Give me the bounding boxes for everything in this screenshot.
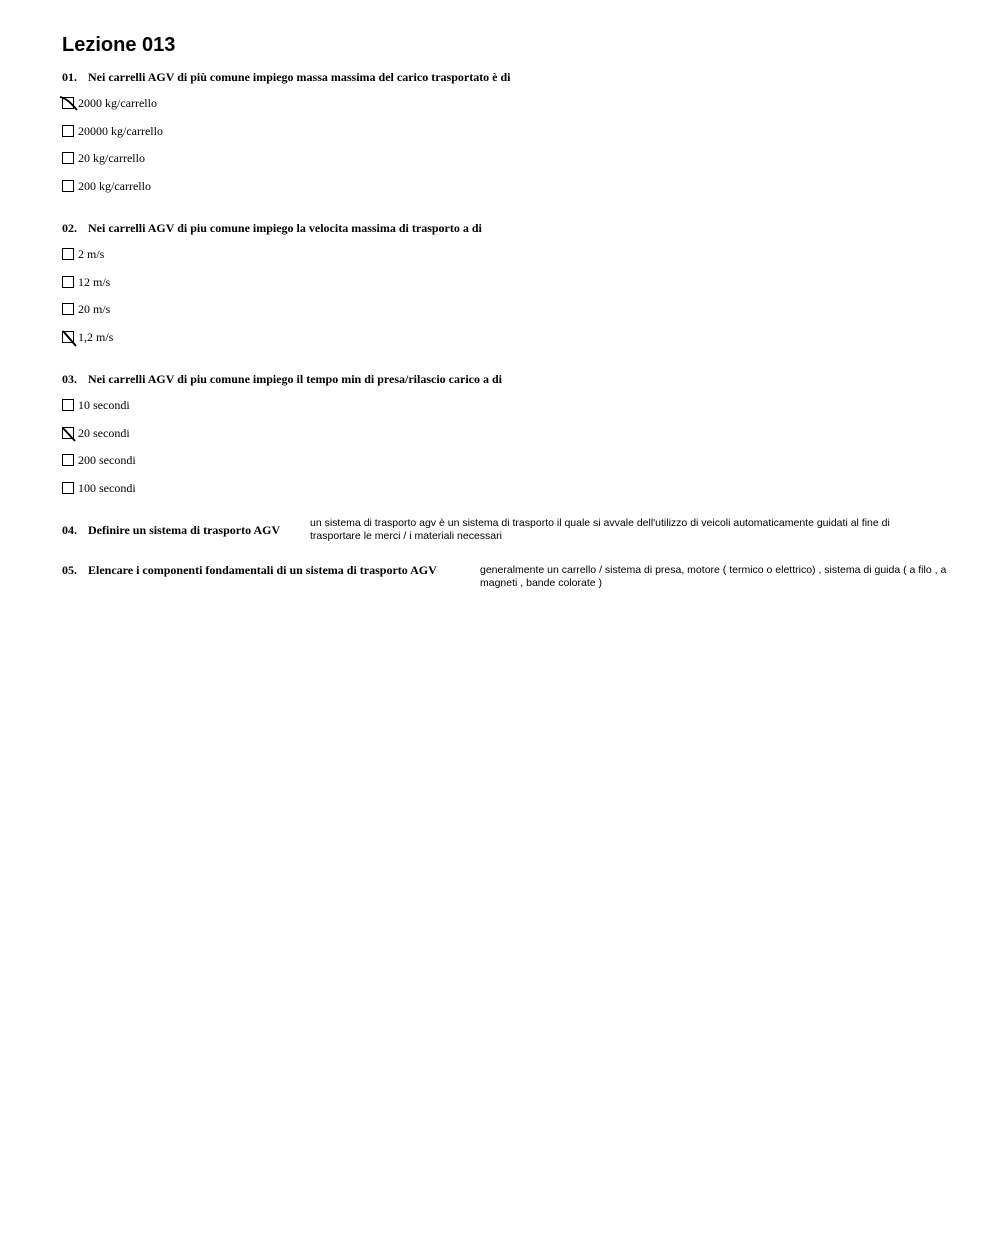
q01-option-3[interactable] [62, 150, 145, 166]
question-number: 04. [62, 523, 77, 537]
checkbox[interactable] [62, 399, 74, 411]
q03-option-2[interactable] [62, 425, 130, 441]
checkbox[interactable] [62, 482, 74, 494]
question-prompt: Nei carrelli AGV di piu comune impiego la velocita massima di trasporto a di [88, 221, 482, 235]
question-03-text [62, 372, 502, 386]
option-label: 12 m/s [78, 274, 111, 289]
question-prompt: Definire un sistema di trasporto AGV [88, 523, 281, 537]
option-label: 20 secondi [78, 425, 130, 440]
question-prompt: Nei carrelli AGV di più comune impiego massa massima del carico trasportato è di [88, 70, 511, 84]
q03-option-3[interactable] [62, 452, 136, 468]
answer-line: magneti , bande colorate ) [480, 577, 602, 589]
checkbox[interactable] [62, 248, 74, 260]
option-label: 200 secondi [78, 452, 136, 467]
q01-option-2[interactable] [62, 123, 163, 139]
question-01-text [62, 70, 511, 84]
checkbox[interactable] [62, 276, 74, 288]
option-label: 20 kg/carrello [78, 150, 145, 165]
checkbox[interactable] [62, 303, 74, 315]
option-label: 200 kg/carrello [78, 178, 151, 193]
question-prompt: Elencare i componenti fondamentali di un sistema di trasporto AGV [88, 563, 437, 577]
q02-option-3[interactable] [62, 301, 110, 317]
q02-option-2[interactable] [62, 274, 110, 290]
answer-05 [480, 564, 946, 590]
answer-line: generalmente un carrello / sistema di presa, motore ( termico o elettrico) , sistema di guida ( a filo , a [480, 564, 947, 576]
answer-line: un sistema di trasporto agv è un sistema di trasporto il quale si avvale dell'utilizzo di veicoli automaticamente guidati al fine di [310, 517, 890, 529]
question-number: 02. [62, 221, 77, 235]
checkbox[interactable] [62, 125, 74, 137]
option-label: 20000 kg/carrello [78, 123, 163, 138]
checkbox-checked[interactable] [62, 427, 74, 439]
answer-line: trasportare le merci / i materiali necessari [310, 530, 502, 542]
question-04-text [62, 523, 280, 537]
checkbox[interactable] [62, 454, 74, 466]
answer-04 [310, 517, 890, 543]
option-label: 20 m/s [78, 301, 111, 316]
check-mark-icon [60, 95, 80, 115]
check-mark-icon [60, 329, 80, 349]
option-label: 2000 kg/carrello [78, 95, 157, 110]
option-label: 1,2 m/s [78, 329, 114, 344]
question-02-text [62, 221, 482, 235]
checkbox[interactable] [62, 152, 74, 164]
q01-option-4[interactable] [62, 178, 151, 194]
q02-option-1[interactable] [62, 246, 104, 262]
page-title: Lezione 013 [62, 34, 176, 56]
checkbox[interactable] [62, 180, 74, 192]
option-label: 2 m/s [78, 246, 105, 261]
question-prompt: Nei carrelli AGV di piu comune impiego il tempo min di presa/rilascio carico a di [88, 372, 502, 386]
question-number: 01. [62, 70, 77, 84]
check-mark-icon [60, 425, 80, 445]
question-05-text [62, 563, 437, 577]
q03-option-1[interactable] [62, 397, 130, 413]
question-number: 03. [62, 372, 77, 386]
q03-option-4[interactable] [62, 480, 136, 496]
option-label: 10 secondi [78, 397, 130, 412]
q02-option-4[interactable] [62, 329, 113, 345]
question-number: 05. [62, 563, 77, 577]
q01-option-1[interactable] [62, 95, 157, 111]
checkbox-checked[interactable] [62, 97, 74, 109]
option-label: 100 secondi [78, 480, 136, 495]
checkbox-checked[interactable] [62, 331, 74, 343]
